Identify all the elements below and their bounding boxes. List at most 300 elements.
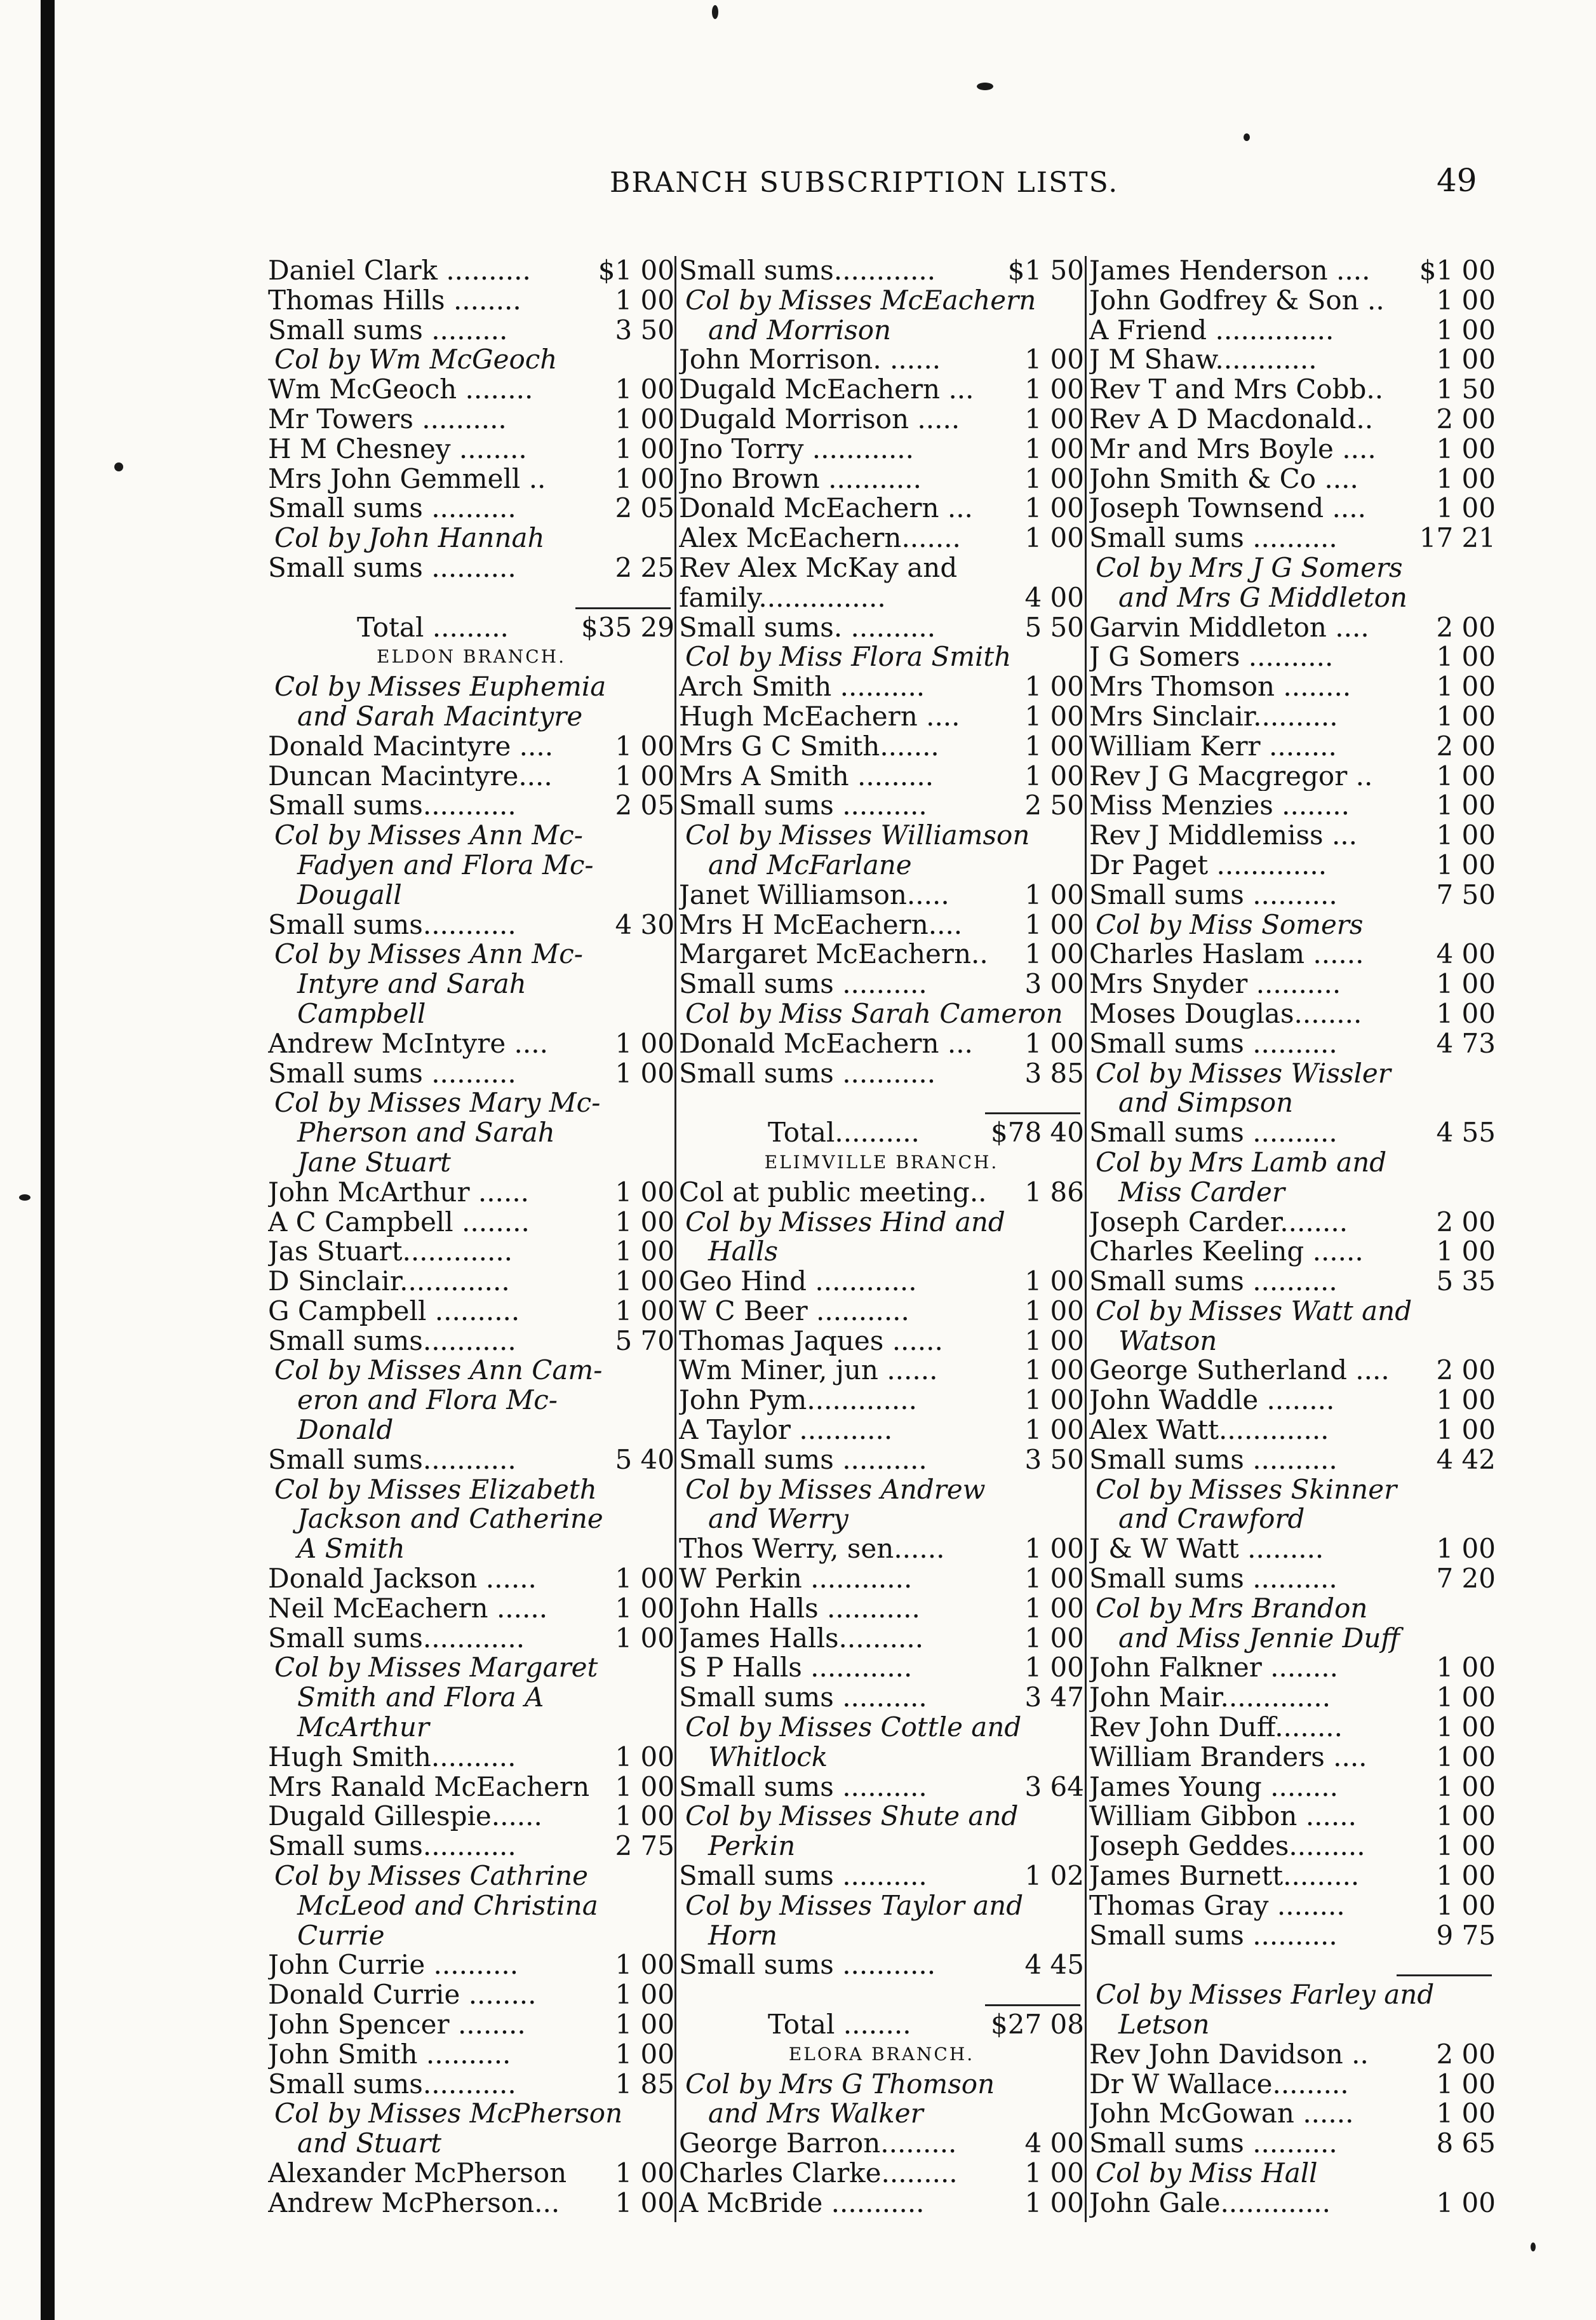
subscriber-name: Arch Smith .......... bbox=[679, 672, 925, 702]
subscription-amount: 1 00 bbox=[1436, 1802, 1496, 1832]
branch-total bbox=[679, 1118, 1084, 1148]
subscription-amount: 3 50 bbox=[615, 315, 674, 346]
subscription-amount: 1 00 bbox=[1436, 642, 1496, 673]
collector-note: and Mrs G Middleton bbox=[1118, 581, 1407, 613]
subscriber-name: John McArthur ...... bbox=[268, 1177, 530, 1208]
subscription-entry bbox=[679, 1326, 1084, 1356]
subscription-entry bbox=[1089, 1891, 1496, 1921]
subscriber-name: Rev J G Macgregor .. bbox=[1089, 761, 1373, 792]
collector-note: Col by Mrs J G Somers bbox=[1096, 551, 1403, 583]
collector-note: Whitlock bbox=[708, 1741, 828, 1772]
subscriber-name: J & W Watt ......... bbox=[1089, 1534, 1324, 1565]
subscription-amount: 1 00 bbox=[1024, 1534, 1084, 1565]
subscription-entry bbox=[679, 1267, 1084, 1297]
subscription-amount: 1 00 bbox=[615, 1267, 674, 1297]
subscription-amount: 1 00 bbox=[1024, 2159, 1084, 2188]
subscription-amount: 1 00 bbox=[615, 1564, 674, 1594]
subscription-amount: 1 00 bbox=[1024, 1564, 1084, 1594]
collector-note: and McFarlane bbox=[708, 849, 912, 880]
subscription-amount: 1 00 bbox=[1024, 701, 1084, 732]
subscription-entry bbox=[1089, 1237, 1496, 1267]
subscription-amount: 4 73 bbox=[1436, 1028, 1496, 1059]
collector-note: Col by Miss Hall bbox=[1096, 2157, 1318, 2188]
subscription-amount: 1 00 bbox=[1436, 285, 1496, 316]
subscriber-name: Jno Brown ........... bbox=[679, 464, 922, 494]
subscription-entry bbox=[679, 940, 1084, 969]
subscription-entry bbox=[1089, 791, 1496, 821]
subscription-amount: 9 75 bbox=[1436, 1920, 1496, 1951]
subscription-entry bbox=[1089, 613, 1496, 643]
branch-total bbox=[268, 613, 674, 643]
subscription-entry bbox=[679, 732, 1084, 762]
subscriber-name: Small sums .......... bbox=[679, 969, 927, 999]
collector-note: McArthur bbox=[297, 1711, 429, 1743]
subscription-entry bbox=[1089, 642, 1496, 672]
collector-note: Col by Misses Hind and bbox=[685, 1206, 1005, 1238]
subscription-amount: 1 00 bbox=[1024, 434, 1084, 464]
subscriber-name: Small sums .......... bbox=[1089, 1118, 1338, 1148]
subscription-amount: 1 00 bbox=[615, 2010, 674, 2040]
subscriber-name: Mrs Ranald McEachern bbox=[268, 1772, 590, 1802]
subscription-entry bbox=[679, 702, 1084, 732]
subscription-amount: 1 00 bbox=[615, 464, 674, 494]
total-label: Total.......... bbox=[768, 1117, 920, 1149]
collector-note: Jackson and Catherine bbox=[297, 1503, 603, 1535]
subscriber-name: Dugald Morrison ..... bbox=[679, 404, 960, 435]
collector-note: and Morrison bbox=[708, 314, 892, 346]
subscription-entry bbox=[679, 1356, 1084, 1386]
collector-note: Col by Misses Andrew bbox=[685, 1473, 986, 1505]
collector-note: Col by Misses Watt and bbox=[1096, 1295, 1412, 1326]
subscriber-name: H M Chesney ........ bbox=[268, 434, 527, 464]
subscriber-name: Donald Jackson ...... bbox=[268, 1564, 537, 1594]
subscriber-name: Dugald McEachern ... bbox=[679, 375, 974, 405]
subscription-amount: 1 02 bbox=[1024, 1861, 1084, 1891]
subscription-amount: 1 00 bbox=[1024, 1653, 1084, 1683]
subscriber-name: Thomas Hills ........ bbox=[268, 285, 521, 316]
collector-note: and Werry bbox=[708, 1503, 848, 1535]
subscription-entry bbox=[268, 732, 674, 762]
subscription-amount: 2 00 bbox=[1436, 731, 1496, 762]
subscription-entry bbox=[268, 494, 674, 523]
subscription-amount: 3 47 bbox=[1024, 1683, 1084, 1713]
subscriber-name: Charles Haslam ...... bbox=[1089, 940, 1364, 970]
collector-note: Col by Misses Mary Mc- bbox=[274, 1087, 601, 1119]
subscription-entry bbox=[1089, 405, 1496, 435]
subscription-entry bbox=[1089, 702, 1496, 732]
subscription-amount: 1 00 bbox=[1436, 969, 1496, 999]
subscriber-name: Hugh McEachern .... bbox=[679, 701, 960, 732]
subscriber-name: William Branders .... bbox=[1089, 1742, 1367, 1772]
subscription-amount: 1 00 bbox=[1024, 940, 1084, 970]
branch-heading: ELIMVILLE BRANCH. bbox=[764, 1151, 999, 1173]
collector-note: Col by Mrs Brandon bbox=[1096, 1592, 1368, 1624]
subscription-entry bbox=[679, 1445, 1084, 1475]
subscriber-name: Donald Currie ........ bbox=[268, 1980, 537, 2011]
subscriber-name: Thos Werry, sen...... bbox=[679, 1534, 945, 1565]
subscription-amount: 1 85 bbox=[615, 2069, 674, 2100]
subscription-entry bbox=[268, 1326, 674, 1356]
subscriber-name: Mrs John Gemmell .. bbox=[268, 464, 546, 494]
subscription-amount: $1 50 bbox=[1007, 256, 1084, 286]
subscription-entry bbox=[1089, 1564, 1496, 1594]
subscription-amount: 5 35 bbox=[1436, 1267, 1496, 1297]
collector-note: Col by Misses Shute and bbox=[685, 1800, 1019, 1832]
collector-note: Col by John Hannah bbox=[274, 522, 545, 554]
subscription-amount: 1 00 bbox=[1436, 1713, 1496, 1743]
subscriber-name: John Waddle ........ bbox=[1089, 1386, 1335, 1416]
ink-speck bbox=[1244, 133, 1250, 141]
collector-note: Perkin bbox=[708, 1830, 796, 1862]
subscription-entry bbox=[1089, 375, 1496, 405]
subscription-entry bbox=[1089, 464, 1496, 494]
subscriber-name: Small sums ........... bbox=[679, 1058, 936, 1089]
subscription-entry bbox=[679, 1624, 1084, 1654]
subscription-entry bbox=[679, 1534, 1084, 1564]
column-2 bbox=[674, 256, 1084, 2222]
subscription-amount: 1 00 bbox=[615, 2188, 674, 2218]
book-spine-shadow bbox=[41, 0, 55, 2320]
subscription-amount: 3 00 bbox=[1024, 969, 1084, 999]
subscription-amount: 1 00 bbox=[1024, 1267, 1084, 1297]
subscription-entry bbox=[268, 1029, 674, 1059]
page-number: 49 bbox=[1437, 162, 1477, 199]
subscription-amount: 1 00 bbox=[615, 1802, 674, 1832]
subscriber-name: Small sums .......... bbox=[1089, 880, 1338, 910]
subscription-entry bbox=[268, 553, 674, 583]
subscription-amount: 1 00 bbox=[615, 761, 674, 792]
subscription-entry bbox=[1089, 1386, 1496, 1415]
subscription-amount: 1 00 bbox=[615, 2159, 674, 2188]
total-amount: $35 29 bbox=[581, 611, 674, 643]
subscription-entry bbox=[679, 1415, 1084, 1445]
collector-note: Col by Misses Ann Cam- bbox=[274, 1354, 603, 1386]
subscription-amount: 2 00 bbox=[1436, 1207, 1496, 1238]
subscription-entry bbox=[1089, 2070, 1496, 2100]
subscription-amount: 1 00 bbox=[615, 1207, 674, 1238]
subscription-amount: 1 00 bbox=[1024, 731, 1084, 762]
ink-speck bbox=[1531, 2242, 1536, 2251]
subscription-entry bbox=[679, 2129, 1084, 2159]
collector-note: Col by Misses Cottle and bbox=[685, 1711, 1022, 1743]
subscription-amount: 1 00 bbox=[1436, 791, 1496, 821]
collector-note: and Stuart bbox=[297, 2128, 442, 2159]
subscription-amount: 1 00 bbox=[1024, 1356, 1084, 1386]
subscriber-name: John Gale............. bbox=[1089, 2188, 1331, 2218]
subscription-entry bbox=[268, 1624, 674, 1654]
subscription-amount: 2 00 bbox=[1436, 404, 1496, 435]
subscriber-name: Small sums .......... bbox=[679, 791, 927, 821]
blank-line bbox=[1089, 1950, 1496, 1980]
subscriber-name: John Morrison. ...... bbox=[679, 345, 941, 375]
subscription-entry bbox=[268, 405, 674, 435]
collector-note: Col by Misses Farley and bbox=[1096, 1979, 1435, 2011]
subscriber-name: Daniel Clark .......... bbox=[268, 256, 531, 286]
subscription-entry bbox=[1089, 1208, 1496, 1238]
subscription-amount: 1 00 bbox=[1024, 1415, 1084, 1445]
subscription-entry bbox=[1089, 1683, 1496, 1713]
subscriber-name: Small sums .......... bbox=[679, 1772, 927, 1802]
collector-note: Col by Misses Ann Mc- bbox=[274, 819, 583, 851]
subscription-amount: 2 50 bbox=[1024, 791, 1084, 821]
subscription-amount: 1 00 bbox=[1024, 1028, 1084, 1059]
subscription-entry bbox=[268, 256, 674, 286]
subscriber-name: Margaret McEachern.. bbox=[679, 940, 988, 970]
subscription-entry bbox=[268, 2040, 674, 2070]
page-header: BRANCH SUBSCRIPTION LISTS. bbox=[610, 166, 1119, 199]
collector-note: Dougall bbox=[297, 879, 402, 910]
subscriber-name: Donald McEachern ... bbox=[679, 1028, 973, 1059]
subscription-amount: 1 00 bbox=[1024, 464, 1084, 494]
collector-note: Jane Stuart bbox=[297, 1146, 451, 1178]
subscription-amount: 1 00 bbox=[1024, 1296, 1084, 1326]
subscriber-name: Donald McEachern ... bbox=[679, 494, 973, 524]
subscription-amount: 2 75 bbox=[615, 1831, 674, 1862]
subscription-amount: 1 00 bbox=[615, 1623, 674, 1654]
subscription-amount: 17 21 bbox=[1419, 523, 1496, 553]
subscriber-name: Joseph Geddes......... bbox=[1089, 1831, 1365, 1862]
subscription-entry bbox=[679, 1861, 1084, 1891]
subscriber-name: Dr W Wallace......... bbox=[1089, 2069, 1349, 2100]
subscription-entry bbox=[679, 762, 1084, 792]
subscription-amount: 1 00 bbox=[1436, 345, 1496, 375]
subscriber-name: Small sums .......... bbox=[1089, 1564, 1338, 1594]
subscription-entry bbox=[268, 1802, 674, 1831]
subscription-amount: 1 00 bbox=[1436, 494, 1496, 524]
subscriber-name: Small sums .......... bbox=[679, 1445, 927, 1475]
subscriber-name: J M Shaw............ bbox=[1089, 345, 1317, 375]
subscription-entry bbox=[1089, 2188, 1496, 2218]
collector-note: and Crawford bbox=[1118, 1503, 1305, 1535]
collector-note: and Simpson bbox=[1118, 1087, 1294, 1119]
subscription-amount: 5 50 bbox=[1024, 612, 1084, 643]
subscriber-name: W Perkin ............ bbox=[679, 1564, 913, 1594]
subscription-amount: 1 00 bbox=[615, 731, 674, 762]
branch-total bbox=[679, 2010, 1084, 2040]
collector-note: Donald bbox=[297, 1414, 394, 1446]
total-label: Total ........ bbox=[768, 2009, 911, 2040]
total-amount: $27 08 bbox=[991, 2009, 1084, 2040]
subscriber-name: Mrs H McEachern.... bbox=[679, 910, 963, 940]
subscription-amount: 1 00 bbox=[1436, 315, 1496, 346]
subscription-entry bbox=[1089, 851, 1496, 880]
subscriber-name: John Halls ........... bbox=[679, 1593, 920, 1624]
subscription-entry bbox=[268, 286, 674, 316]
subscription-amount: $1 00 bbox=[598, 256, 674, 286]
subscription-entry bbox=[268, 316, 674, 346]
subscriber-name: Mrs A Smith ......... bbox=[679, 761, 934, 792]
subscriber-name: Small sums........... bbox=[268, 1445, 516, 1475]
subscription-entry bbox=[679, 1029, 1084, 1059]
subscriber-name: Hugh Smith.......... bbox=[268, 1742, 516, 1772]
column-1 bbox=[268, 256, 674, 2218]
subscription-entry bbox=[1089, 1743, 1496, 1772]
subscription-entry bbox=[1089, 940, 1496, 969]
subscription-entry bbox=[679, 672, 1084, 702]
total-amount: $78 40 bbox=[991, 1117, 1084, 1149]
subscription-entry bbox=[1089, 316, 1496, 346]
subscriber-name: D Sinclair............. bbox=[268, 1267, 510, 1297]
subscription-entry bbox=[679, 375, 1084, 405]
subscriber-name: Rev John Duff........ bbox=[1089, 1713, 1343, 1743]
collector-note: Col by Misses Williamson bbox=[685, 819, 1030, 851]
subscription-entry bbox=[1089, 1772, 1496, 1802]
subscription-entry bbox=[679, 553, 1084, 583]
subscription-amount: 5 70 bbox=[615, 1326, 674, 1356]
subscription-entry bbox=[268, 1059, 674, 1089]
subscriber-name: Dr Paget ............. bbox=[1089, 850, 1327, 880]
subscriber-name: James Henderson .... bbox=[1089, 256, 1371, 286]
collector-note: Col by Wm McGeoch bbox=[274, 344, 558, 375]
subscriber-name: John McGowan ...... bbox=[1089, 2099, 1354, 2129]
subscription-amount: 1 00 bbox=[615, 375, 674, 405]
total-rule bbox=[679, 1088, 1084, 1118]
subscription-entry bbox=[268, 1564, 674, 1594]
subscription-amount: 1 00 bbox=[615, 285, 674, 316]
subscription-amount: 1 00 bbox=[1024, 404, 1084, 435]
total-rule bbox=[679, 1980, 1084, 2010]
subscription-entry bbox=[1089, 969, 1496, 999]
collector-note: Col by Misses Elizabeth bbox=[274, 1473, 597, 1505]
subscription-entry bbox=[679, 910, 1084, 940]
subscription-amount: 2 00 bbox=[1436, 2039, 1496, 2070]
ink-speck bbox=[114, 462, 123, 471]
subscription-entry bbox=[1089, 1415, 1496, 1445]
subscriber-name: Small sums ......... bbox=[268, 315, 508, 346]
subscription-amount: 1 00 bbox=[1436, 2099, 1496, 2129]
subscription-entry bbox=[1089, 345, 1496, 375]
subscriber-name: Small sums ........... bbox=[679, 1950, 936, 1981]
ink-speck bbox=[19, 1194, 30, 1201]
collector-note: Campbell bbox=[297, 997, 426, 1029]
subscription-entry bbox=[679, 1297, 1084, 1326]
subscriber-name: Small sums. .......... bbox=[679, 612, 936, 643]
subscriber-name: Miss Menzies ........ bbox=[1089, 791, 1350, 821]
subscription-entry bbox=[679, 523, 1084, 553]
subscriber-name: Small sums........... bbox=[268, 910, 516, 940]
subscription-entry bbox=[679, 345, 1084, 375]
subscription-entry bbox=[268, 2010, 674, 2040]
subscriber-name: J G Somers .......... bbox=[1089, 642, 1334, 673]
subscription-amount: 1 00 bbox=[1436, 1653, 1496, 1683]
subscription-entry bbox=[679, 494, 1084, 523]
subscriber-name: Small sums .......... bbox=[679, 1683, 927, 1713]
subscription-entry bbox=[1089, 821, 1496, 851]
subscriber-name: James Burnett......... bbox=[1089, 1861, 1360, 1891]
subscriber-name: A McBride ........... bbox=[679, 2188, 925, 2218]
subscriber-name: Neil McEachern ...... bbox=[268, 1593, 548, 1624]
subscription-entry bbox=[268, 762, 674, 792]
subscription-entry bbox=[1089, 286, 1496, 316]
subscriber-name: Thomas Jaques ...... bbox=[679, 1326, 943, 1356]
subscription-entry bbox=[679, 1594, 1084, 1624]
column-3 bbox=[1085, 256, 1496, 2222]
branch-heading: ELDON BRANCH. bbox=[377, 646, 566, 668]
subscription-amount: 4 00 bbox=[1024, 2129, 1084, 2159]
subscription-amount: 1 00 bbox=[1436, 434, 1496, 464]
collector-note: McLeod and Christina bbox=[297, 1889, 598, 1921]
subscription-amount: 1 00 bbox=[1436, 1534, 1496, 1565]
subscription-entry bbox=[268, 1831, 674, 1861]
subscription-amount: 1 00 bbox=[615, 1296, 674, 1326]
subscription-amount: 1 00 bbox=[615, 1950, 674, 1981]
subscription-amount: 1 00 bbox=[615, 1058, 674, 1089]
collector-note: Pherson and Sarah bbox=[297, 1117, 555, 1149]
subscriber-name: Rev Alex McKay and bbox=[679, 553, 958, 583]
collector-note: eron and Flora Mc- bbox=[297, 1384, 558, 1416]
subscriber-name: Janet Williamson..... bbox=[679, 880, 949, 910]
collector-note: Col by Misses Cathrine bbox=[274, 1860, 588, 1892]
subscriber-name: Alexander McPherson bbox=[268, 2159, 567, 2188]
collector-note: Col by Misses Wissler bbox=[1096, 1057, 1391, 1089]
subscription-entry bbox=[1089, 1802, 1496, 1831]
subscriber-name: Jas Stuart............. bbox=[268, 1237, 513, 1267]
collector-note: Col by Misses Euphemia bbox=[274, 671, 607, 703]
subscription-entry bbox=[1089, 1029, 1496, 1059]
subscription-amount: 1 00 bbox=[1024, 910, 1084, 940]
subscription-entry bbox=[1089, 494, 1496, 523]
subscription-amount: 4 55 bbox=[1436, 1118, 1496, 1148]
subscription-amount: 4 00 bbox=[1436, 940, 1496, 970]
subscription-entry bbox=[1089, 1921, 1496, 1951]
subscription-amount: 2 00 bbox=[1436, 1356, 1496, 1386]
subscription-amount: 1 00 bbox=[1436, 464, 1496, 494]
subscriber-name: Duncan Macintyre.... bbox=[268, 761, 553, 792]
collector-note: Col by Mrs G Thomson bbox=[685, 2068, 995, 2100]
subscriber-name: W C Beer ........... bbox=[679, 1296, 909, 1326]
subscription-entry bbox=[1089, 1534, 1496, 1564]
subscription-entry bbox=[679, 2159, 1084, 2188]
subscription-entry bbox=[1089, 256, 1496, 286]
subscription-amount: 3 85 bbox=[1024, 1058, 1084, 1089]
subscription-entry bbox=[268, 1297, 674, 1326]
subscriber-name: Joseph Townsend .... bbox=[1089, 494, 1366, 524]
subscription-entry bbox=[268, 2188, 674, 2218]
collector-note: Fadyen and Flora Mc- bbox=[297, 849, 594, 880]
subscription-amount: 4 42 bbox=[1436, 1445, 1496, 1475]
subscriber-name: Rev John Davidson .. bbox=[1089, 2039, 1369, 2070]
subscription-amount: 5 40 bbox=[615, 1445, 674, 1475]
subscription-amount: 1 00 bbox=[1024, 494, 1084, 524]
subscriber-name: A Taylor ........... bbox=[679, 1415, 893, 1445]
collector-note: Currie bbox=[297, 1919, 385, 1951]
subscriber-name: Col at public meeting.. bbox=[679, 1177, 987, 1208]
subscription-amount: 1 00 bbox=[615, 2039, 674, 2070]
subscription-amount: 1 00 bbox=[1436, 2188, 1496, 2218]
subscriber-name: Rev T and Mrs Cobb.. bbox=[1089, 375, 1384, 405]
subscriber-name: Alex Watt............. bbox=[1089, 1415, 1329, 1445]
subscription-amount: 1 00 bbox=[1024, 523, 1084, 553]
subscription-amount: 1 00 bbox=[1436, 1742, 1496, 1772]
subscription-amount: 1 86 bbox=[1024, 1177, 1084, 1208]
subscription-entry bbox=[1089, 2129, 1496, 2159]
subscriber-name: Moses Douglas........ bbox=[1089, 999, 1362, 1029]
collector-note: Col by Misses McEachern bbox=[685, 284, 1036, 316]
subscription-amount: 1 00 bbox=[1024, 375, 1084, 405]
ink-speck bbox=[712, 5, 718, 19]
subscription-amount: 1 00 bbox=[1024, 1623, 1084, 1654]
subscription-amount: 1 00 bbox=[1024, 1386, 1084, 1416]
subscriber-name: Mrs Sinclair.......... bbox=[1089, 701, 1338, 732]
subscription-entry bbox=[1089, 435, 1496, 464]
subscriber-name: Mr and Mrs Boyle .... bbox=[1089, 434, 1376, 464]
collector-note: Col by Misses Skinner bbox=[1096, 1473, 1397, 1505]
subscription-entry bbox=[268, 375, 674, 405]
subscriber-name: Small sums........... bbox=[268, 2069, 516, 2100]
subscriber-name: Donald Macintyre .... bbox=[268, 731, 554, 762]
subscription-entry bbox=[679, 583, 1084, 613]
subscription-amount: 1 00 bbox=[1436, 1772, 1496, 1802]
